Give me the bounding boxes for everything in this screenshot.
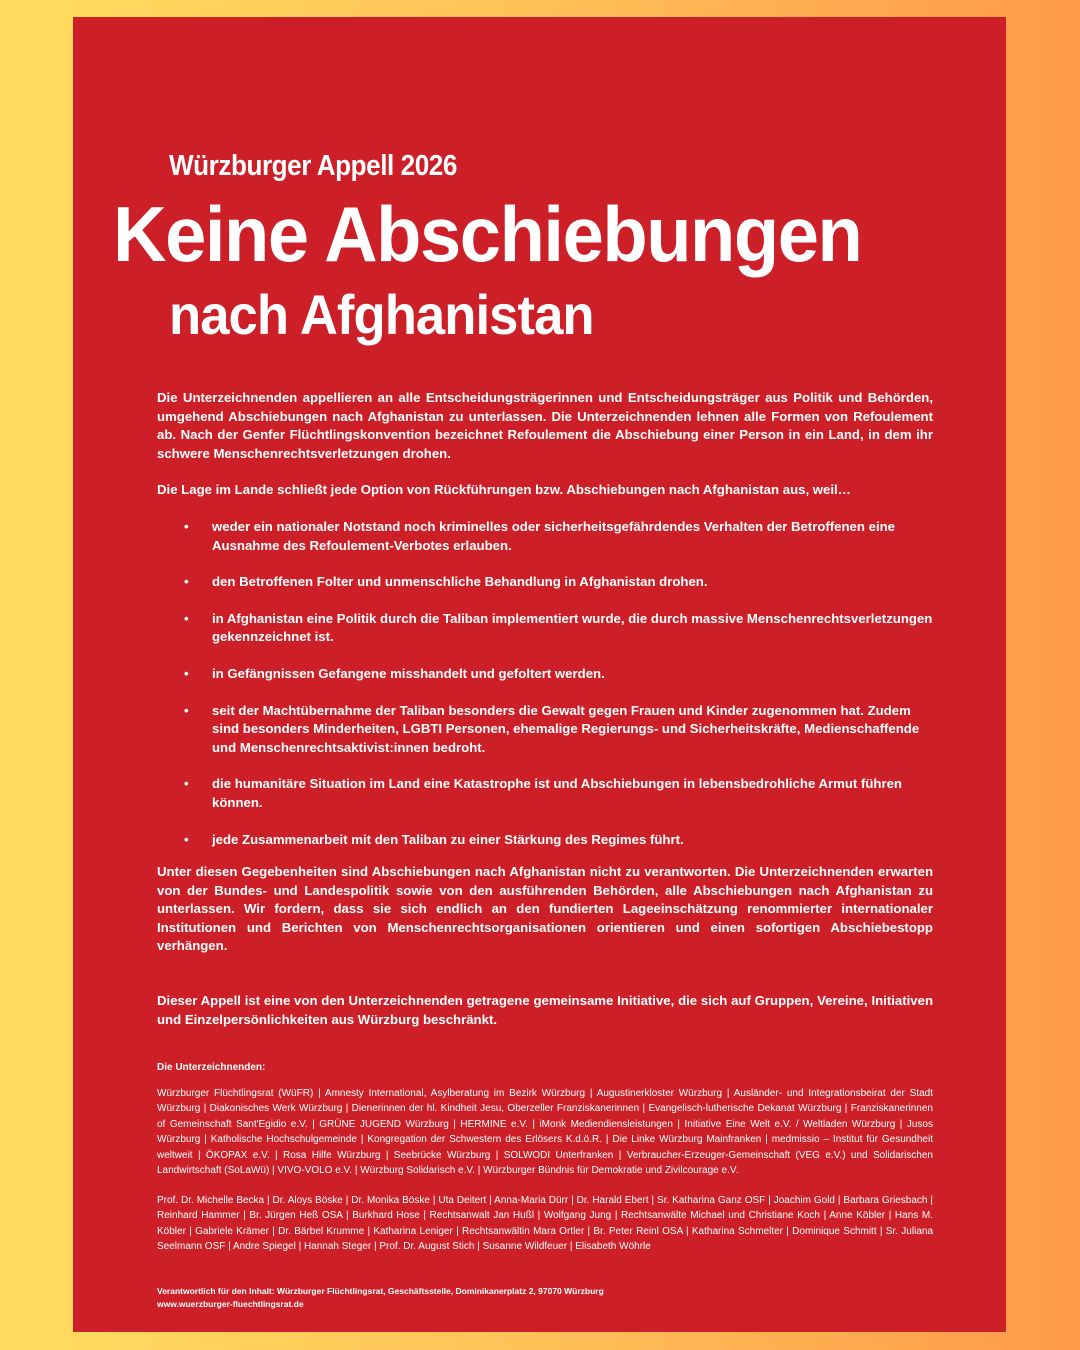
conclusion-paragraph: Unter diesen Gegebenheiten sind Abschiebungen nach Afghanistan nicht zu verantworten. Die Unterzeichnenden erwarten von der Bundes- und Landespolitik sowie von den ausführenden Behörden, alle Abschiebungen nach Afghanistan zu unterlassen. Wir fordern, dass sie sich endlich an den fundierten Lageeinschätzung renommierter internationaler Institutionen und Berichten von Menschenrechtsorganisationen orientieren und einen sofortigen Abschiebestopp verhängen. <box>157 864 933 954</box>
headline-secondary: nach Afghanistan <box>169 283 594 346</box>
list-item: • weder ein nationaler Notstand noch kriminelles oder sicherheitsgefährdendes Verhalten der Betroffenen eine Ausnahme des Refoulement-Verbotes erlauben. <box>184 518 895 553</box>
bullet-icon: • <box>184 831 189 847</box>
reasons-list <box>157 518 933 849</box>
list-item: • seit der Machtübernahme der Taliban besonders die Gewalt gegen Frauen und Kinder zugenommen hat. Zudem sind besonders Minderheiten, LGBTI Personen, ehemalige Regierungs- und Sicherheitskräfte, Medienschaffende und Menschenrechtsaktivist:innen bedroht. <box>184 702 920 755</box>
footer-url[interactable]: www.wuerzburger-fluechtlingsrat.de <box>157 1299 304 1309</box>
poster <box>73 17 1006 1332</box>
intro-paragraph: Die Unterzeichnenden appellieren an alle Entscheidungsträgerinnen und Entscheidungsträger aus Politik und Behörden, umgehend Abschiebungen nach Afghanistan zu unterlassen. Die Unterzeichnenden lehnen alle Formen von Refoulement ab. Nach der Genfer Flüchtlingskonvention bezeichnet Refoulement die Abschiebung einer Person in ein Land, in dem ihr schwere Menschenrechtsverletzungen drohen. <box>157 390 933 461</box>
footer <box>157 1285 604 1311</box>
bullet-icon: • <box>184 665 189 681</box>
headline-main: Keine Abschiebungen <box>113 190 862 278</box>
appeal-subtitle: Würzburger Appell 2026 <box>169 150 457 182</box>
signatories-heading: Die Unterzeichnenden: <box>157 1062 266 1074</box>
list-item: • die humanitäre Situation im Land eine Katastrophe ist und Abschiebungen in lebensbedrohliche Armut führen können. <box>184 776 902 810</box>
initiative-paragraph: Dieser Appell ist eine von den Unterzeichnenden getragene gemeinsame Initiative, die sich auf Gruppen, Vereine, Initiativen und Einzelpersönlichkeiten aus Würzburg beschränkt. <box>157 993 933 1027</box>
list-item: • jede Zusammenarbeit mit den Taliban zu einer Stärkung des Regimes führt. <box>157 831 933 850</box>
bullet-icon: • <box>184 610 189 626</box>
list-item: • in Afghanistan eine Politik durch die Taliban implementiert wurde, die durch massive Menschenrechtsverletzungen gekennzeichnet ist. <box>184 610 933 645</box>
bullet-icon: • <box>184 702 189 718</box>
appeal-body <box>157 389 933 1255</box>
lead-paragraph: Die Lage im Lande schließt jede Option von Rückführungen bzw. Abschiebungen nach Afghanistan aus, weil… <box>157 482 851 498</box>
list-item: • in Gefängnissen Gefangene misshandelt und gefoltert werden. <box>157 665 933 684</box>
individuals-list: Prof. Dr. Michelle Becka | Dr. Aloys Böske | Dr. Monika Böske | Uta Deitert | Anna-Maria Dürr | Dr. Harald Ebert | Sr. Katharina Ganz OSF | Joachim Gold | Barbara Griesbach | Reinhard Hammer | Br. Jürgen Heß OSA | Burkhard Hose | Rechtsanwalt Jan Hußl | Wolfgang Jung | Rechtsanwälte Michael und Christiane Koch | Anne Köbler | Hans M. Köbler | Gabriele Krämer | Dr. Bärbel Krumme | Katharina Leniger | Rechtsanwältin Mara Ortler | Br. Peter Reinl OSA | Katharina Schmelter | Dominique Schmitt | Sr. Juliana Seelmann OSF | Andre Spiegel | Hannah Steger | Prof. Dr. August Stich | Susanne Wildfeuer | Elisabeth Wöhrle <box>157 1194 933 1253</box>
organizations-list: Würzburger Flüchtlingsrat (WüFR) | Amnesty International, Asylberatung im Bezirk Würzburg | Augustinerkloster Würzburg | Ausländer- und Integrationsbeirat der Stadt Würzburg | Diakonisches Werk Würzburg | Dienerinnen der hl. Kindheit Jesu, Oberzeller Franziskanerinnen | Evangelisch-lutherische Dekanat Würzburg | Franziskanerinnen of Gemeinschaft Sant'Egidio e.V. | GRÜNE JUGEND Würzburg | HERMINE e.V. | iMonk Mediendiensleistungen | Initiative Eine Welt e.V. / Weltladen Würzburg | Jusos Würzburg | Katholische Hochschulgemeinde | Kongregation der Schwestern des Erlösers K.d.ö.R. | Die Linke Würzburg Mainfranken | medmissio – Institut für Gesundheit weltweit | ÖKOPAX e.V. | Rosa Hilfe Würzburg | Seebrücke Würzburg | SOLWODI Unterfranken | Verbraucher-Erzeuger-Gemeinschaft (VEG e.V.) und Solidarischen Landwirtschaft (SoLaWü) | VIVO-VOLO e.V. | Würzburg Solidarisch e.V. | Würzburger Bündnis für Demokratie und Zivilcourage e.V. <box>157 1087 933 1177</box>
footer-responsible: Verantwortlich für den Inhalt: Würzburger Flüchtlingsrat, Geschäftsstelle, Dominikanerplatz 2, 97070 Würzburg <box>157 1286 604 1296</box>
bullet-icon: • <box>184 518 189 534</box>
bullet-icon: • <box>184 776 189 792</box>
bullet-icon: • <box>184 574 189 590</box>
list-item: • den Betroffenen Folter und unmenschliche Behandlung in Afghanistan drohen. <box>157 573 933 592</box>
